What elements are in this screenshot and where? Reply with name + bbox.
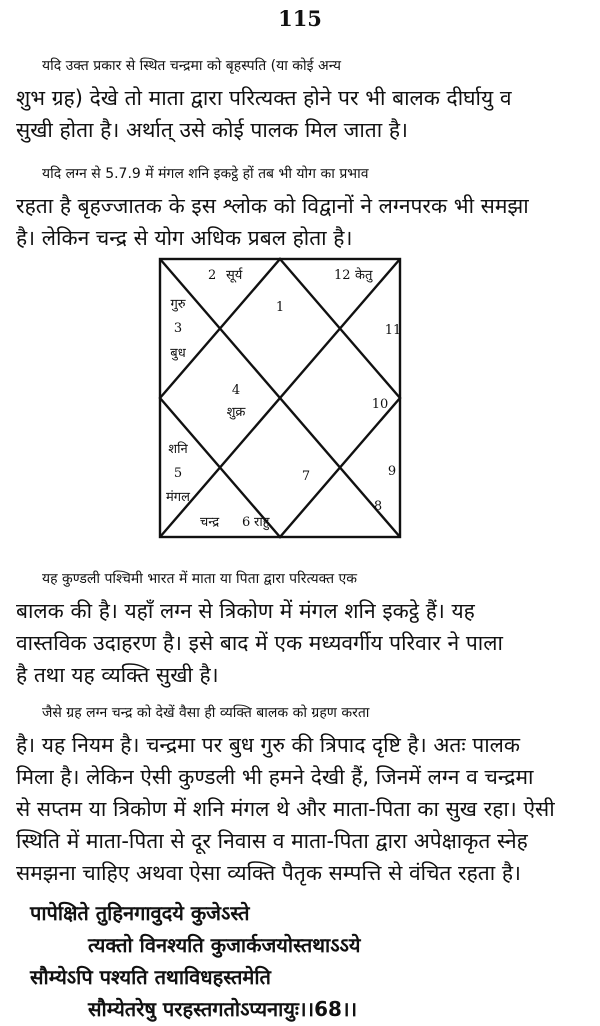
verse-line: त्यक्तो विनश्यति कुजार्कजयोस्तथाऽऽये — [88, 933, 361, 957]
text-line: स्थिति में माता-पिता से दूर निवास व माता-पिता द्वारा अपेक्षाकृत स्नेह — [16, 829, 528, 853]
kundali-chart — [158, 257, 402, 539]
text-line: वास्तविक उदाहरण है। इसे बाद में एक मध्यवर्गीय परिवार ने पाला — [16, 631, 503, 655]
paragraph-4 — [16, 697, 584, 889]
text-line: यह कुण्डली पश्चिमी भारत में माता या पिता द्वारा परित्यक्त एक — [42, 571, 358, 587]
text-line: जैसे ग्रह लग्न चन्द्र को देखें वैसा ही व्यक्ति बालक को ग्रहण करता — [42, 705, 370, 721]
text-line: बालक की है। यहाँ लग्न से त्रिकोण में मंगल शनि इकट्ठे हैं। यह — [16, 599, 475, 623]
verse-line: सौम्येतरेषु परहस्तगतोऽप्यनायुः।।68।। — [88, 997, 358, 1021]
house-4-planet: शुक्र — [226, 405, 246, 420]
house-3-number: 3 — [173, 321, 183, 336]
text-line: मिला है। लेकिन ऐसी कुण्डली भी हमने देखी हैं, जिनमें लग्न व चन्द्रमा — [16, 765, 534, 789]
house-6-number: 6 — [242, 515, 251, 530]
house-5-planet: शनि — [168, 442, 188, 457]
house-6-planet: चन्द्र — [200, 515, 220, 530]
house-12-planet: केतु — [355, 268, 373, 283]
house-4-number: 4 — [231, 383, 241, 398]
house-3-planet: गुरु — [170, 297, 186, 312]
text-line: यदि लग्न से 5.7.9 में मंगल शनि इकट्ठे हों तब भी योग का प्रभाव — [42, 166, 369, 182]
house-7-label: 7 — [301, 469, 311, 484]
house-1-label: 1 — [275, 300, 285, 315]
house-12-number: 12 — [334, 268, 351, 283]
text-line: समझना चाहिए अथवा ऐसा व्यक्ति पैतृक सम्पत्ति से वंचित रहता है। — [16, 861, 521, 885]
text-line: है। लेकिन चन्द्र से योग अधिक प्रबल होता है। — [16, 226, 353, 250]
house-2-planet: सूर्य — [226, 268, 243, 283]
page-number: 115 — [278, 6, 322, 31]
paragraph-2 — [16, 158, 584, 254]
paragraph-3 — [16, 563, 584, 691]
verse-line: पापेक्षिते तुहिनगावुदये कुजेऽस्ते — [30, 901, 250, 925]
house-3-planet: बुध — [170, 346, 186, 361]
text-line: शुभ ग्रह) देखे तो माता द्वारा परित्यक्त होने पर भी बालक दीर्घायु व — [16, 86, 512, 110]
house-5-planet: मंगल — [166, 490, 190, 505]
house-10-label: 10 — [371, 397, 389, 412]
text-line: यदि उक्त प्रकार से स्थित चन्द्रमा को बृहस्पति (या कोई अन्य — [42, 58, 341, 74]
house-11-label: 11 — [384, 323, 402, 338]
house-5-number: 5 — [173, 466, 183, 481]
verse-line: सौम्येऽपि पश्यति तथाविधहस्तमेति — [30, 965, 271, 989]
sanskrit-verse — [30, 897, 361, 1025]
text-line: सुखी होता है। अर्थात् उसे कोई पालक मिल जाता है। — [16, 118, 408, 142]
text-line: है तथा यह व्यक्ति सुखी है। — [16, 663, 219, 687]
house-6-planet: राहु — [254, 515, 270, 530]
paragraph-1 — [16, 50, 584, 146]
house-8-label: 8 — [373, 499, 383, 514]
house-9-label: 9 — [387, 464, 397, 479]
text-line: से सप्तम या त्रिकोण में शनि मंगल थे और माता-पिता का सुख रहा। ऐसी — [16, 797, 555, 821]
text-line: है। यह नियम है। चन्द्रमा पर बुध गुरु की त्रिपाद दृष्टि है। अतः पालक — [16, 733, 521, 757]
text-line: रहता है बृहज्जातक के इस श्लोक को विद्वानों ने लग्नपरक भी समझा — [16, 194, 529, 218]
house-2-number: 2 — [208, 268, 217, 283]
